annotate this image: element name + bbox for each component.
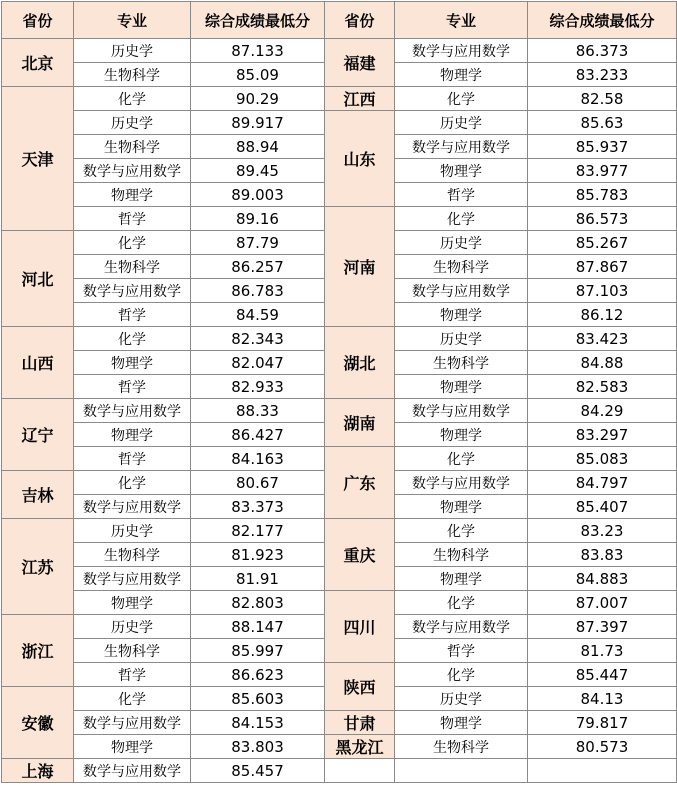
right-major-cell: 化学 bbox=[395, 207, 528, 231]
left-major-cell: 化学 bbox=[74, 231, 191, 255]
left-score-cell: 86.257 bbox=[191, 255, 325, 279]
right-score-cell: 85.083 bbox=[528, 447, 677, 471]
left-province-cell: 江苏 bbox=[2, 519, 74, 615]
right-major-cell: 生物科学 bbox=[395, 543, 528, 567]
table-row bbox=[2, 663, 677, 687]
left-score-cell: 83.373 bbox=[191, 495, 325, 519]
right-score-cell: 83.297 bbox=[528, 423, 677, 447]
right-province-cell: 河南 bbox=[325, 207, 395, 327]
right-major-cell: 化学 bbox=[395, 519, 528, 543]
right-score-cell: 83.977 bbox=[528, 159, 677, 183]
left-score-cell: 83.803 bbox=[191, 735, 325, 759]
right-major-cell: 化学 bbox=[395, 591, 528, 615]
right-major-cell: 数学与应用数学 bbox=[395, 279, 528, 303]
right-major-cell: 物理学 bbox=[395, 423, 528, 447]
right-score-cell: 85.63 bbox=[528, 111, 677, 135]
right-major-cell: 物理学 bbox=[395, 375, 528, 399]
left-score-cell: 89.16 bbox=[191, 207, 325, 231]
right-major-cell: 哲学 bbox=[395, 639, 528, 663]
right-major-cell: 历史学 bbox=[395, 687, 528, 711]
left-score-cell: 88.33 bbox=[191, 399, 325, 423]
left-major-cell: 历史学 bbox=[74, 615, 191, 639]
right-score-cell: 84.797 bbox=[528, 471, 677, 495]
header-score-right: 综合成绩最低分 bbox=[528, 2, 677, 39]
table-body bbox=[2, 39, 677, 783]
right-score-cell: 83.423 bbox=[528, 327, 677, 351]
right-province-cell: 广东 bbox=[325, 447, 395, 519]
left-major-cell: 物理学 bbox=[74, 735, 191, 759]
right-score-cell: 80.573 bbox=[528, 735, 677, 759]
left-major-cell: 物理学 bbox=[74, 591, 191, 615]
table-row bbox=[2, 39, 677, 63]
right-score-cell: 87.867 bbox=[528, 255, 677, 279]
left-score-cell: 82.177 bbox=[191, 519, 325, 543]
right-score-cell: 83.23 bbox=[528, 519, 677, 543]
right-score-cell: 85.447 bbox=[528, 663, 677, 687]
right-score-cell: 83.233 bbox=[528, 63, 677, 87]
left-province-cell: 山西 bbox=[2, 327, 74, 399]
left-score-cell: 85.603 bbox=[191, 687, 325, 711]
right-major-cell: 物理学 bbox=[395, 567, 528, 591]
right-score-cell: 85.783 bbox=[528, 183, 677, 207]
table-row bbox=[2, 759, 677, 783]
left-score-cell: 84.153 bbox=[191, 711, 325, 735]
header-province-left: 省份 bbox=[2, 2, 74, 39]
left-major-cell: 数学与应用数学 bbox=[74, 399, 191, 423]
right-score-cell: 86.573 bbox=[528, 207, 677, 231]
right-major-cell: 历史学 bbox=[395, 111, 528, 135]
left-score-cell: 87.79 bbox=[191, 231, 325, 255]
left-major-cell: 哲学 bbox=[74, 375, 191, 399]
table-row bbox=[2, 399, 677, 423]
left-major-cell: 生物科学 bbox=[74, 255, 191, 279]
left-score-cell: 85.09 bbox=[191, 63, 325, 87]
right-province-cell: 江西 bbox=[325, 87, 395, 111]
right-score-cell: 82.583 bbox=[528, 375, 677, 399]
right-score-cell: 86.12 bbox=[528, 303, 677, 327]
right-major-cell: 数学与应用数学 bbox=[395, 39, 528, 63]
left-major-cell: 生物科学 bbox=[74, 135, 191, 159]
left-province-cell: 天津 bbox=[2, 87, 74, 231]
right-province-cell: 黑龙江 bbox=[325, 735, 395, 759]
right-score-cell: 84.13 bbox=[528, 687, 677, 711]
table-row bbox=[2, 111, 677, 135]
right-score-cell: 85.407 bbox=[528, 495, 677, 519]
right-score-cell: 82.58 bbox=[528, 87, 677, 111]
left-province-cell: 吉林 bbox=[2, 471, 74, 519]
right-major-cell: 数学与应用数学 bbox=[395, 135, 528, 159]
left-major-cell: 哲学 bbox=[74, 207, 191, 231]
right-province-cell: 四川 bbox=[325, 591, 395, 663]
right-major-cell: 物理学 bbox=[395, 63, 528, 87]
right-province-cell: 山东 bbox=[325, 111, 395, 207]
header-major-right: 专业 bbox=[395, 2, 528, 39]
right-major-cell: 物理学 bbox=[395, 303, 528, 327]
header-major-left: 专业 bbox=[74, 2, 191, 39]
table-row bbox=[2, 735, 677, 759]
table-row bbox=[2, 327, 677, 351]
right-major-cell: 数学与应用数学 bbox=[395, 399, 528, 423]
left-major-cell: 数学与应用数学 bbox=[74, 279, 191, 303]
right-score-cell: 85.937 bbox=[528, 135, 677, 159]
left-province-cell: 北京 bbox=[2, 39, 74, 87]
left-major-cell: 生物科学 bbox=[74, 639, 191, 663]
left-major-cell: 历史学 bbox=[74, 519, 191, 543]
right-major-cell: 物理学 bbox=[395, 711, 528, 735]
left-major-cell: 数学与应用数学 bbox=[74, 567, 191, 591]
left-major-cell: 物理学 bbox=[74, 183, 191, 207]
right-empty-major bbox=[395, 759, 528, 783]
left-score-cell: 82.803 bbox=[191, 591, 325, 615]
left-score-cell: 82.047 bbox=[191, 351, 325, 375]
left-score-cell: 89.45 bbox=[191, 159, 325, 183]
left-province-cell: 辽宁 bbox=[2, 399, 74, 471]
left-major-cell: 哲学 bbox=[74, 303, 191, 327]
left-score-cell: 86.783 bbox=[191, 279, 325, 303]
admission-scores-table bbox=[1, 1, 677, 783]
left-province-cell: 安徽 bbox=[2, 687, 74, 759]
left-province-cell: 河北 bbox=[2, 231, 74, 327]
left-score-cell: 85.997 bbox=[191, 639, 325, 663]
left-major-cell: 历史学 bbox=[74, 39, 191, 63]
left-score-cell: 88.94 bbox=[191, 135, 325, 159]
right-major-cell: 化学 bbox=[395, 87, 528, 111]
right-major-cell: 生物科学 bbox=[395, 255, 528, 279]
left-score-cell: 80.67 bbox=[191, 471, 325, 495]
table-row bbox=[2, 447, 677, 471]
right-score-cell: 85.267 bbox=[528, 231, 677, 255]
left-major-cell: 哲学 bbox=[74, 447, 191, 471]
left-score-cell: 90.29 bbox=[191, 87, 325, 111]
right-major-cell: 物理学 bbox=[395, 495, 528, 519]
right-score-cell: 83.83 bbox=[528, 543, 677, 567]
left-major-cell: 化学 bbox=[74, 687, 191, 711]
left-major-cell: 数学与应用数学 bbox=[74, 759, 191, 783]
table-row bbox=[2, 519, 677, 543]
header-score-left: 综合成绩最低分 bbox=[191, 2, 325, 39]
left-major-cell: 化学 bbox=[74, 87, 191, 111]
left-major-cell: 哲学 bbox=[74, 663, 191, 687]
right-major-cell: 数学与应用数学 bbox=[395, 471, 528, 495]
left-score-cell: 81.91 bbox=[191, 567, 325, 591]
right-major-cell: 数学与应用数学 bbox=[395, 615, 528, 639]
left-province-cell: 浙江 bbox=[2, 615, 74, 687]
left-major-cell: 历史学 bbox=[74, 111, 191, 135]
left-major-cell: 生物科学 bbox=[74, 543, 191, 567]
left-score-cell: 85.457 bbox=[191, 759, 325, 783]
right-score-cell: 84.29 bbox=[528, 399, 677, 423]
left-score-cell: 84.59 bbox=[191, 303, 325, 327]
left-score-cell: 87.133 bbox=[191, 39, 325, 63]
left-major-cell: 化学 bbox=[74, 327, 191, 351]
right-score-cell: 79.817 bbox=[528, 711, 677, 735]
right-province-cell: 湖北 bbox=[325, 327, 395, 399]
left-score-cell: 84.163 bbox=[191, 447, 325, 471]
right-score-cell: 84.88 bbox=[528, 351, 677, 375]
table-row bbox=[2, 87, 677, 111]
right-major-cell: 哲学 bbox=[395, 183, 528, 207]
left-major-cell: 化学 bbox=[74, 471, 191, 495]
left-score-cell: 86.623 bbox=[191, 663, 325, 687]
right-major-cell: 化学 bbox=[395, 663, 528, 687]
table-row bbox=[2, 711, 677, 735]
table-row bbox=[2, 207, 677, 231]
right-score-cell: 81.73 bbox=[528, 639, 677, 663]
left-score-cell: 82.933 bbox=[191, 375, 325, 399]
right-score-cell: 87.103 bbox=[528, 279, 677, 303]
left-major-cell: 物理学 bbox=[74, 423, 191, 447]
left-major-cell: 物理学 bbox=[74, 351, 191, 375]
left-major-cell: 生物科学 bbox=[74, 63, 191, 87]
left-major-cell: 数学与应用数学 bbox=[74, 711, 191, 735]
header-row bbox=[2, 2, 677, 39]
left-score-cell: 88.147 bbox=[191, 615, 325, 639]
right-major-cell: 历史学 bbox=[395, 231, 528, 255]
right-province-cell: 福建 bbox=[325, 39, 395, 87]
right-score-cell: 87.007 bbox=[528, 591, 677, 615]
right-major-cell: 生物科学 bbox=[395, 351, 528, 375]
right-score-cell: 86.373 bbox=[528, 39, 677, 63]
right-major-cell: 生物科学 bbox=[395, 735, 528, 759]
left-score-cell: 89.917 bbox=[191, 111, 325, 135]
right-major-cell: 历史学 bbox=[395, 327, 528, 351]
header-province-right: 省份 bbox=[325, 2, 395, 39]
left-score-cell: 81.923 bbox=[191, 543, 325, 567]
left-score-cell: 82.343 bbox=[191, 327, 325, 351]
left-major-cell: 数学与应用数学 bbox=[74, 159, 191, 183]
table-row bbox=[2, 591, 677, 615]
right-province-cell: 重庆 bbox=[325, 519, 395, 591]
right-empty-province bbox=[325, 759, 395, 783]
left-score-cell: 86.427 bbox=[191, 423, 325, 447]
right-major-cell: 化学 bbox=[395, 447, 528, 471]
right-major-cell: 物理学 bbox=[395, 159, 528, 183]
right-province-cell: 甘肃 bbox=[325, 711, 395, 735]
right-province-cell: 湖南 bbox=[325, 399, 395, 447]
left-score-cell: 89.003 bbox=[191, 183, 325, 207]
left-province-cell: 上海 bbox=[2, 759, 74, 783]
left-major-cell: 数学与应用数学 bbox=[74, 495, 191, 519]
right-province-cell: 陕西 bbox=[325, 663, 395, 711]
right-score-cell: 84.883 bbox=[528, 567, 677, 591]
right-score-cell: 87.397 bbox=[528, 615, 677, 639]
right-empty-score bbox=[528, 759, 677, 783]
